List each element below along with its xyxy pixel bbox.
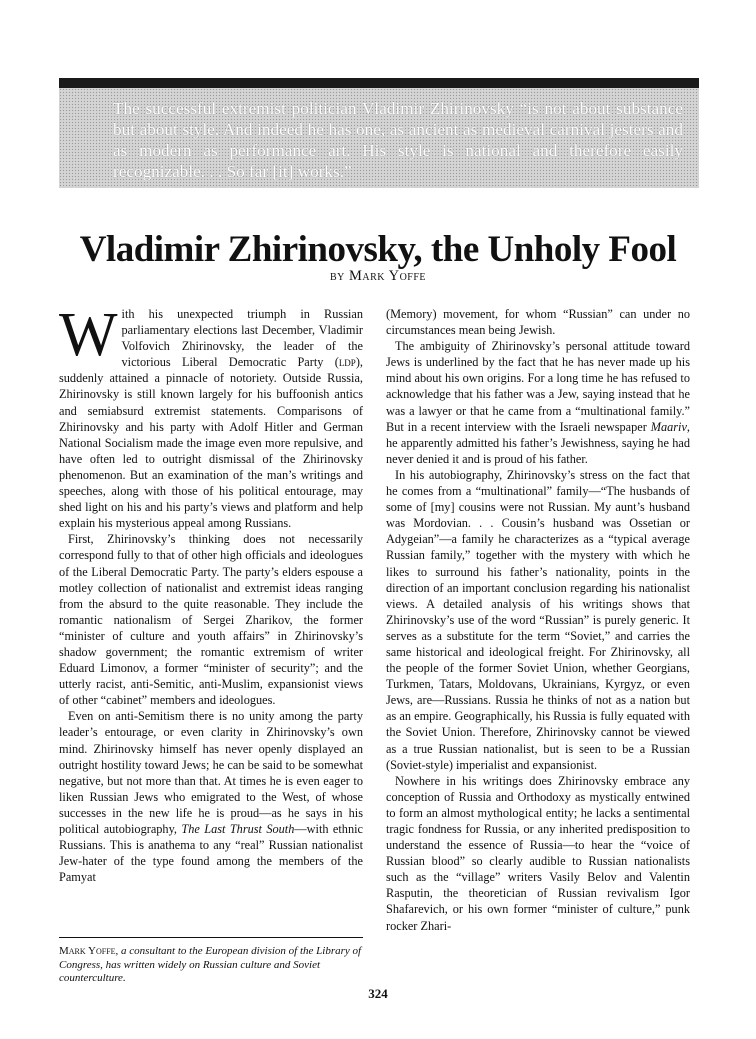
paragraph: Even on anti-Semitism there is no unity among the party leader’s entourage, or even clarity in Zhirinovsky’s own mind. Zhirinovsky himself has never openly displayed an outright hostility toward Jews; he can be said to be somewhat negative, but not more than that. At times he is even eager to liken Russian Jews who emigrated to the West, of whose successes in the new life he is proud—as he says in his political autobiography, The Last Thrust South—with ethnic Russians. This is anathema to any “real” Russian nationalist Jew-hater of the type found among the members of the Pamyat [59,709,363,885]
drop-cap: W [59,301,118,369]
byline-prefix: by [329,268,345,284]
paragraph: The ambiguity of Zhirinovsky’s personal attitude toward Jews is underlined by the fact that he has never made up his mind about his own origins. For a long time he has refused to acknowledge that his father was a Jew, saying instead that he was a lawyer or that he came from a “multinational family.” But in a recent interview with the Israeli newspaper Maariv, he apparently admitted his father’s Jewishness, saying he had never denied it and is proud of his father. [386,339,690,466]
bio-text: , a consultant to the European division of the Library of Congress, has written widely on Russian culture and Soviet counterculture. [59,945,362,984]
author-name: Mark Yoffe [349,268,427,284]
bio-author-name: Mark Yoffe [59,945,116,957]
pull-quote-box [59,88,699,188]
paragraph: First, Zhirinovsky’s thinking does not necessarily correspond fully to that of other high officials and ideologues of the Liberal Democratic Party. The party’s elders espouse a motley collection of nationalist and extremist ideas ranging from the absurd to the quite reasonable. They include the romantic nationalism of Sergei Zharikov, the former “minister of culture and youth affairs” in Zhirinovsky’s shadow government; the romantic extremism of writer Eduard Limonov, a former “minister of security”; and the utterly racist, anti-Semitic, anti-Muslim, expansionist views of other “cabinet” members and ideologues. [59,532,363,708]
author-bio [59,945,363,986]
right-column [386,306,690,934]
article-title: Vladimir Zhirinovsky, the Unholy Fool [79,229,677,270]
pull-quote-text: The successful extremist politician Vladimir Zhirinovsky “is not about substance but about style. And indeed he has one, as ancient as medieval carnival jesters and as modern as performance art. His style is national and therefore easily recognizable. . . So far [it] works.” [113,99,683,181]
page-number: 324 [368,986,388,1001]
newspaper-name: Maariv [650,419,687,434]
byline [0,268,756,285]
footnote-rule [59,937,363,938]
paragraph: With his unexpected triumph in Russian parliamentary elections last December, Vladimir Volfovich Zhirinovsky, the leader of the victorious Liberal Democratic Party (ldp), suddenly attained a pinnacle of notoriety. Outside Russia, Zhirinovsky is still known largely for his buffoonish antics and semiabsurd extremist statements. Comparisons of Zhirinovsky and his party with Adolf Hitler and German National Socialism made the image even more repulsive, and have often led to outright dismissal of the Zhirinovsky phenomenon. But an examination of the man’s writings and speeches, along with those of his political entourage, may shed light on his and his party’s views and platform and help explain his mysterious appeal among Russians. [59,301,363,531]
paragraph: (Memory) movement, for whom “Russian” can under no circumstances mean being Jewish. [386,307,690,338]
book-title: The Last Thrust South [181,822,295,836]
header-rule [59,78,699,88]
paragraph: In his autobiography, Zhirinovsky’s stress on the fact that he comes from a “multinational” family—“The husbands of some of [my] cousins were not Russian. My aunt’s husband was Mordovian. . . Cousin’s husband was Ossetian or Adygeian”—a family he characterizes as a “typical average Russian family,” together with the mystery with which he likes to surround his father’s nationality, points in the direction of an important conclusion regarding his nationalist views. A detailed analysis of his writings shows that Zhirinovsky’s use of the word “Russian” is purely generic. It serves as a substitute for the term “Soviet,” and carries the same historical and ideological freight. For Zhirinovsky, all the people of the former Soviet Union, whether Georgians, Turkmen, Tatars, Moldovans, Ukrainians, Kyrgyz, or even Jews, are—Russians. Russia he thinks of not as a nation but as an empire. Geographically, his Russia is fully equated with the Soviet Union. Therefore, Zhirinovsky cannot be viewed as a true Russian nationalist, but is seen to be a Russian (Soviet-style) imperialist and expansionist. [386,467,690,772]
left-column [59,301,363,885]
paragraph: Nowhere in his writings does Zhirinovsky embrace any conception of Russia and Orthodoxy as mystically entwined to form an almost mythological entity; he lacks a sentimental tragic fondness for Russia, or any inherited predisposition to understand the essence of Russia—to hear the “voice of Russian blood” so clearly audible to Russian nationalists such as the “village” writers Vasily Belov and Valentin Rasputin, the theoretician of Russian revivalism Igor Shafarevich, or his own former “minister of culture,” punk rocker Zhari- [386,773,690,933]
